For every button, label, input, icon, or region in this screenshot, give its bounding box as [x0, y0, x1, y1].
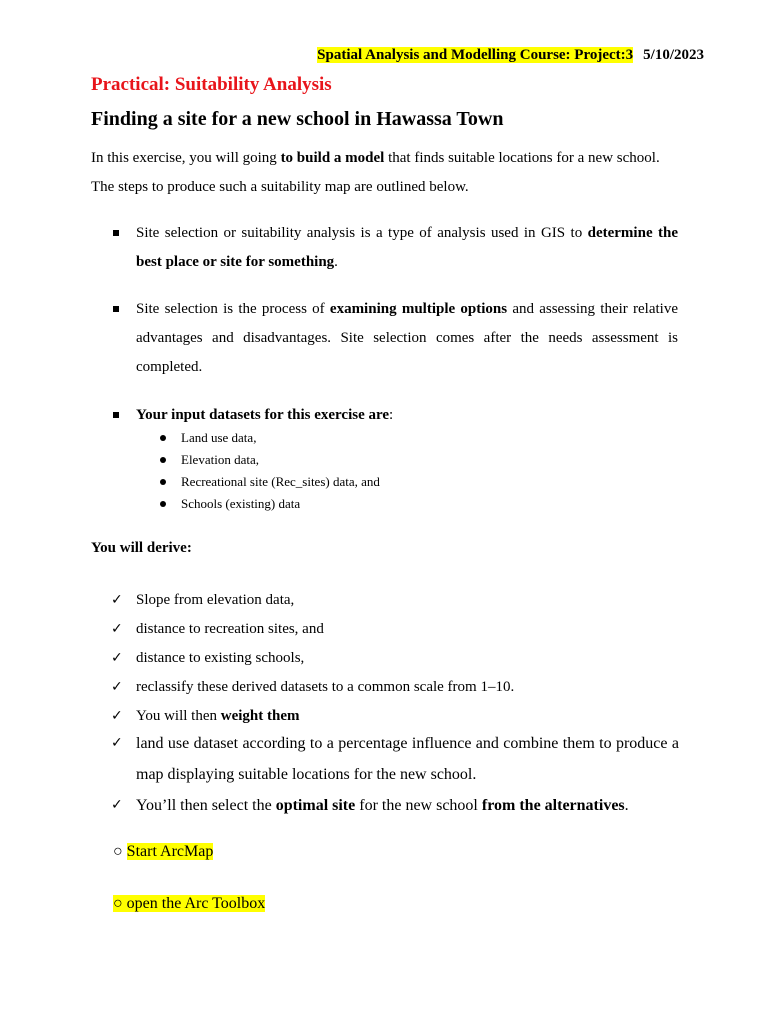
- list-item: [111, 728, 679, 790]
- point-list: [113, 401, 678, 430]
- square-bullet-icon: [113, 412, 119, 418]
- point-bold: determine the best place or site for something: [136, 225, 679, 270]
- practical-title: Practical: Suitability Analysis: [91, 74, 332, 95]
- check-icon: ✓: [111, 679, 123, 695]
- list-item: [111, 673, 679, 702]
- point-bold: examining multiple options: [329, 301, 508, 317]
- dataset-text: Schools (existing) data: [181, 496, 301, 511]
- list-item: [111, 615, 679, 644]
- check-icon: ✓: [111, 592, 123, 608]
- point-bold: Your input datasets for this exercise are: [136, 407, 390, 423]
- intro-bold: to build a model: [280, 150, 385, 166]
- bullet-icon: [160, 435, 166, 441]
- list-item: [111, 644, 679, 673]
- dataset-list: [158, 427, 380, 515]
- point-list: [113, 295, 678, 382]
- list-item: [113, 401, 678, 430]
- check-bold: optimal site: [275, 797, 356, 814]
- check-text: Slope from elevation data,: [136, 592, 295, 608]
- dataset-text: Land use data,: [181, 430, 257, 445]
- course-title: Spatial Analysis and Modelling Course: Project:3: [317, 47, 634, 63]
- check-bold: from the alternatives: [481, 797, 625, 814]
- point-text-end: .: [334, 254, 338, 270]
- list-item: [113, 219, 678, 277]
- point-text-end: :: [389, 407, 394, 423]
- square-bullet-icon: [113, 306, 119, 312]
- check-text: .: [624, 797, 629, 814]
- header-date: 5/10/2023: [643, 47, 704, 63]
- bullet-icon: [160, 457, 166, 463]
- check-icon: ✓: [111, 650, 123, 666]
- list-item: [111, 702, 679, 731]
- bullet-icon: [160, 479, 166, 485]
- list-item: [111, 586, 679, 615]
- check-icon: ✓: [111, 797, 123, 813]
- dataset-text: Elevation data,: [181, 452, 259, 467]
- document-header: [317, 47, 704, 64]
- list-item: [158, 449, 380, 471]
- step-open-toolbox: [113, 895, 265, 913]
- dataset-text: Recreational site (Rec_sites) data, and: [181, 474, 380, 489]
- check-icon: ✓: [111, 708, 123, 724]
- square-bullet-icon: [113, 230, 119, 236]
- point-text: Site selection is the process of: [136, 301, 330, 317]
- bullet-icon: [160, 501, 166, 507]
- intro-paragraph: [91, 144, 677, 202]
- point-list: [113, 219, 678, 277]
- derive-list-continued: [111, 728, 679, 821]
- check-text: distance to recreation sites, and: [136, 621, 324, 637]
- derive-list: [111, 586, 679, 731]
- exercise-subtitle: Finding a site for a new school in Hawassa Town: [91, 108, 504, 130]
- check-text: for the new school: [355, 797, 482, 814]
- check-text: You will then: [136, 708, 221, 724]
- list-item: [158, 427, 380, 449]
- point-text-end: and assessing their relative advantages and disadvantages. Site selection comes after the needs assessment is completed.: [136, 301, 678, 375]
- intro-text-2: that finds suitable locations for a new school. The steps to produce such a suitability map are outlined below.: [91, 150, 660, 195]
- check-bold: weight them: [220, 708, 300, 724]
- check-text: You’ll then select the: [136, 797, 276, 814]
- point-text: Site selection or suitability analysis is a type of analysis used in GIS to: [136, 225, 588, 241]
- list-item: [158, 493, 380, 515]
- check-icon: ✓: [111, 735, 123, 751]
- intro-text-1: In this exercise, you will going: [91, 150, 281, 166]
- list-item: [113, 295, 678, 382]
- check-text: reclassify these derived datasets to a common scale from 1–10.: [136, 679, 515, 695]
- check-text: distance to existing schools,: [136, 650, 305, 666]
- step-start-arcmap: [113, 843, 213, 861]
- check-text: land use dataset according to a percentage influence and combine them to produce a map displaying suitable locations for the new school.: [136, 735, 679, 783]
- circle-bullet-icon: ○: [113, 843, 123, 860]
- list-item: [158, 471, 380, 493]
- step-label: Start ArcMap: [126, 843, 214, 860]
- check-icon: ✓: [111, 621, 123, 637]
- list-item: [111, 790, 679, 821]
- derive-heading: You will derive:: [91, 540, 192, 556]
- circle-bullet-icon: ○: [113, 895, 123, 912]
- step-label: open the Arc Toolbox: [126, 895, 266, 912]
